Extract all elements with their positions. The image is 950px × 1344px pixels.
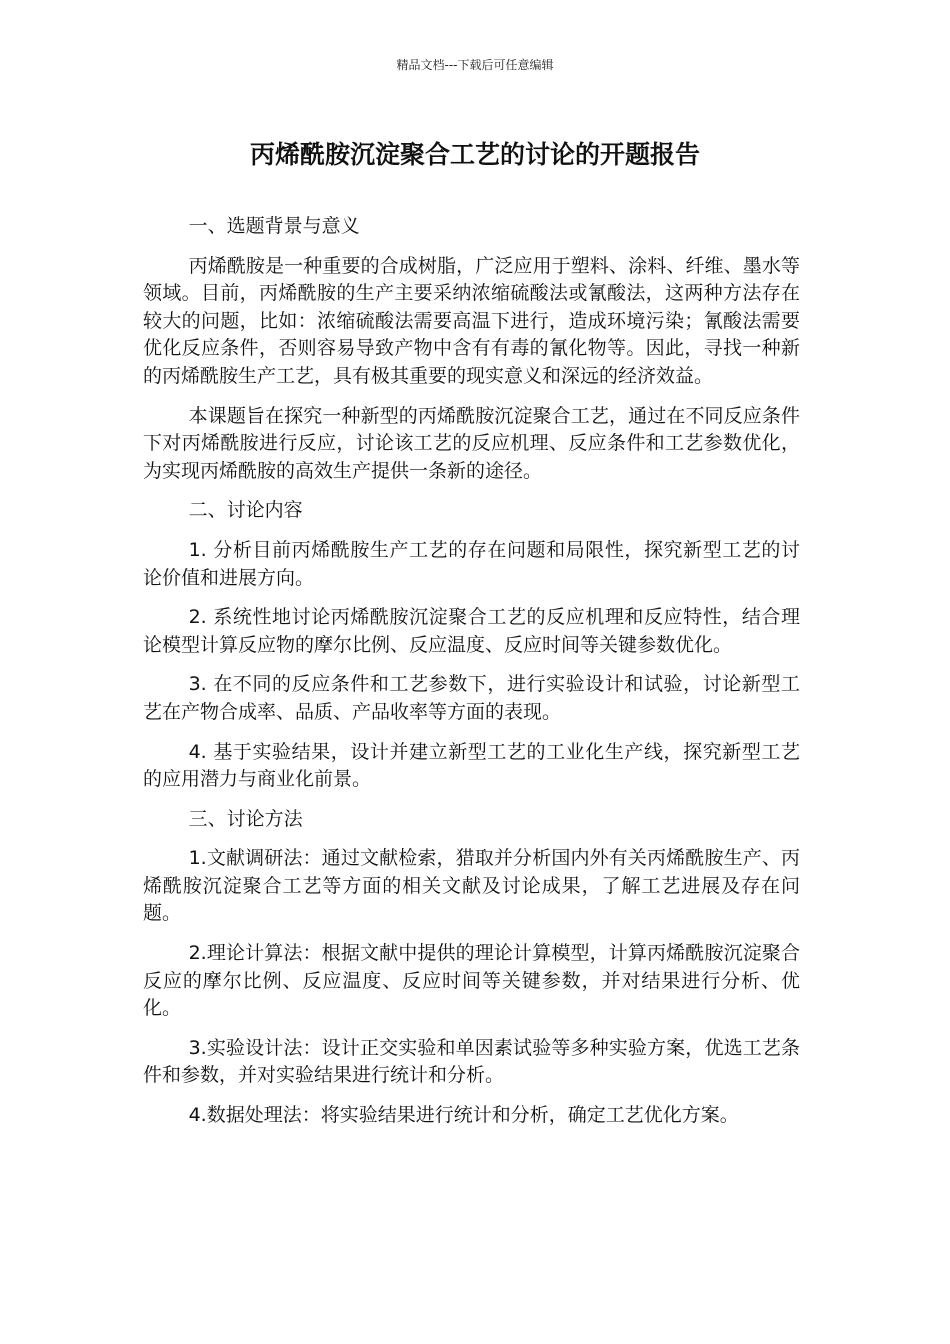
header-note: 精品文档---下载后可任意编辑 bbox=[396, 58, 554, 72]
document-title: 丙烯酰胺沉淀聚合工艺的讨论的开题报告 bbox=[249, 140, 700, 169]
paragraph-content-2: 2. 系统性地讨论丙烯酰胺沉淀聚合工艺的反应机理和反应特性，结合理论模型计算反应物的摩尔比例、反应温度、反应时间等关键参数优化。 bbox=[143, 606, 800, 656]
section-content bbox=[143, 497, 800, 793]
document-body bbox=[143, 213, 800, 1142]
paragraph-methods-3: 3.实验设计法：设计正交实验和单因素试验等多种实验方案，优选工艺条件和参数，并对实验结果进行统计和分析。 bbox=[143, 1036, 800, 1087]
paragraph-content-4: 4. 基于实验结果，设计并建立新型工艺的工业化生产线，探究新型工艺的应用潜力与商业化前景。 bbox=[143, 740, 800, 791]
paragraph-methods-4: 4.数据处理法：将实验结果进行统计和分析，确定工艺优化方案。 bbox=[188, 1104, 739, 1127]
section-background bbox=[143, 213, 800, 485]
paragraph-background-1: 丙烯酰胺是一种重要的合成树脂，广泛应用于塑料、涂料、纤维、墨水等领域。目前，丙烯酰胺的生产主要采纳浓缩硫酸法或氰酸法，这两种方法存在较大的问题，比如：浓缩硫酸法需要高温下进行，造成环境污染；氰酸法需要优化反应条件，否则容易导致产物中含有有毒的氰化物等。因此，寻找一种新的丙烯酰胺生产工艺，具有极其重要的现实意义和深远的经济效益。 bbox=[143, 254, 800, 387]
section-heading-methods: 三、讨论方法 bbox=[188, 807, 303, 830]
paragraph-content-3: 3. 在不同的反应条件和工艺参数下，进行实验设计和试验，讨论新型工艺在产物合成率、品质、产品收率等方面的表现。 bbox=[143, 673, 800, 723]
paragraph-methods-2: 2.理论计算法：根据文献中提供的理论计算模型，计算丙烯酰胺沉淀聚合反应的摩尔比例、反应温度、反应时间等关键参数，并对结果进行分析、优化。 bbox=[143, 942, 800, 1020]
section-methods bbox=[143, 806, 800, 1130]
section-heading-content: 二、讨论内容 bbox=[188, 499, 303, 522]
paragraph-methods-1: 1.文献调研法：通过文献检索，猎取并分析国内外有关丙烯酰胺生产、丙烯酰胺沉淀聚合工艺等方面的相关文献及讨论成果，了解工艺进展及存在问题。 bbox=[143, 847, 800, 925]
section-heading-background: 一、选题背景与意义 bbox=[188, 215, 360, 237]
paragraph-content-1: 1. 分析目前丙烯酰胺生产工艺的存在问题和局限性，探究新型工艺的讨论价值和进展方向。 bbox=[143, 538, 800, 589]
paragraph-background-2: 本课题旨在探究一种新型的丙烯酰胺沉淀聚合工艺，通过在不同反应条件下对丙烯酰胺进行反应，讨论该工艺的反应机理、反应条件和工艺参数优化，为实现丙烯酰胺的高效生产提供一条新的途径。 bbox=[143, 404, 800, 482]
